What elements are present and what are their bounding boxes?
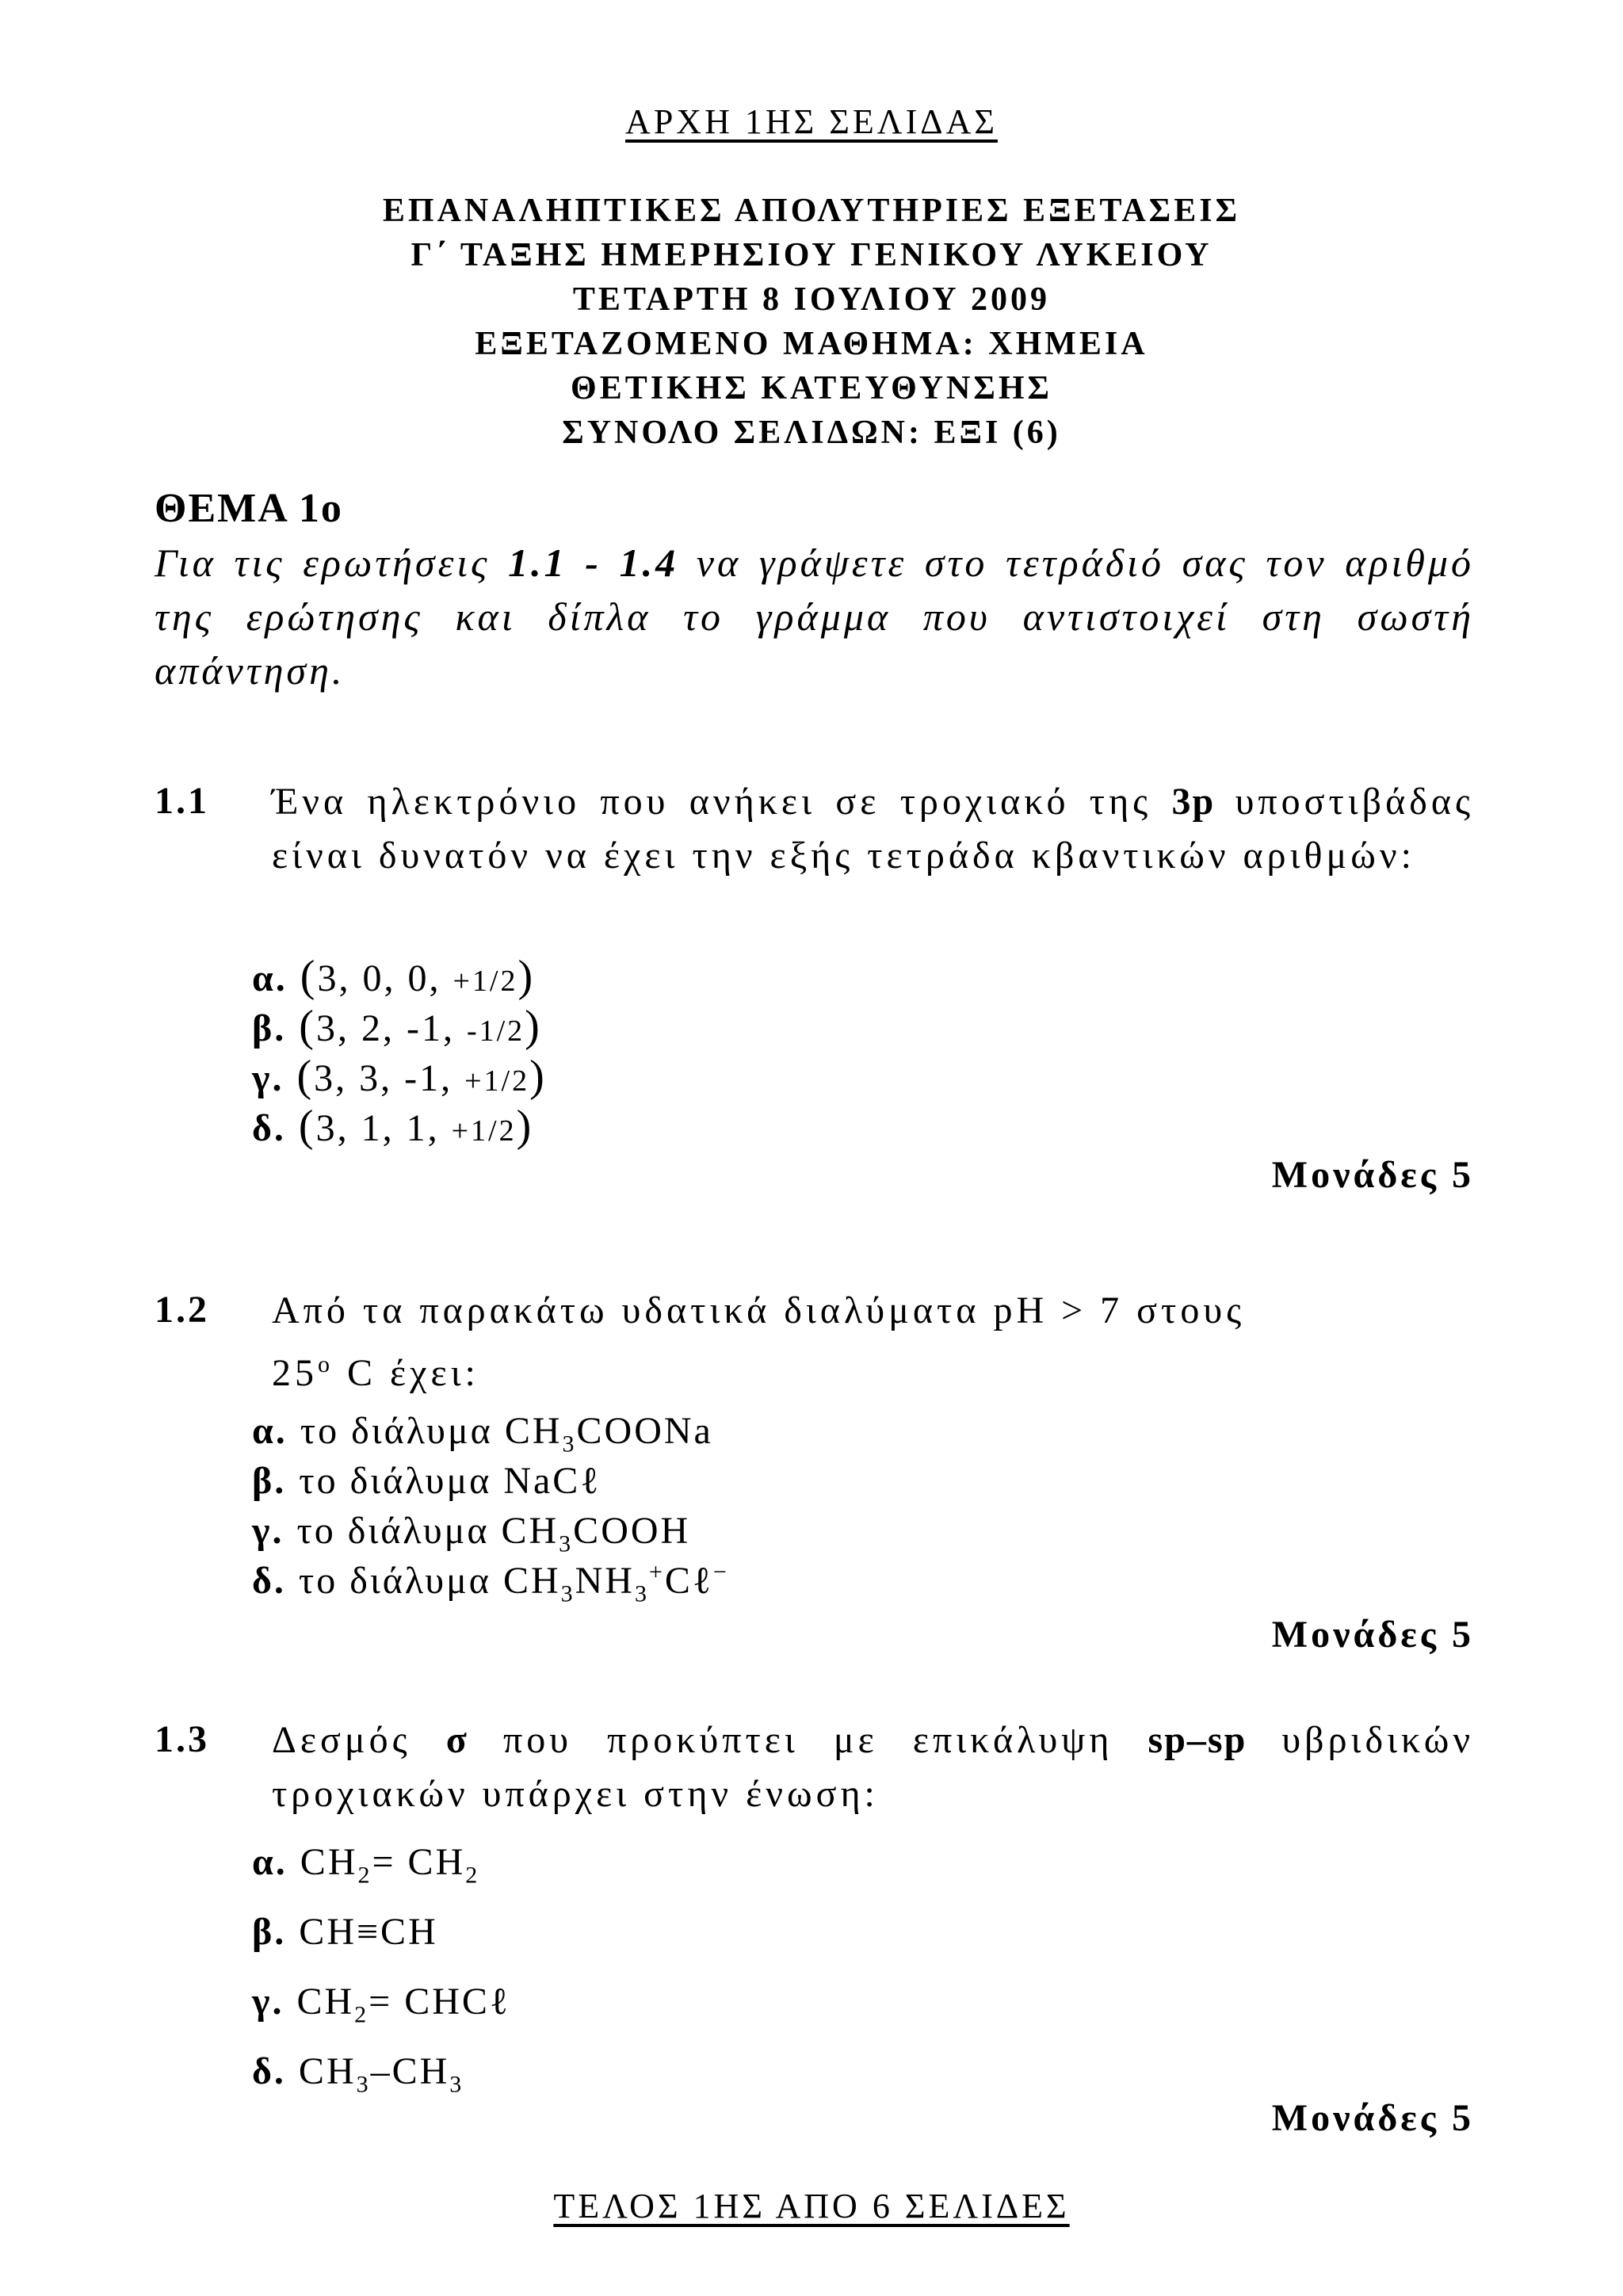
q12-text-end: C έχει: [347,1352,479,1394]
question-1-3-text [272,1713,1474,1821]
intro-text-end: να γράψετε στο τετράδιό σας τον αριθμό της ερώτησης και δίπλα το γράμμα που αντιστοιχεί στη σωστή απάντηση. [155,541,1475,693]
q13-score: Μονάδες 5 [1271,2097,1474,2139]
option-label: δ. [252,1560,286,1602]
question-1-1-text [272,775,1474,883]
option-spin: -1/2 [466,1014,525,1048]
q12-temperature: 25 [272,1352,318,1394]
option-label: α. [252,957,288,999]
exam-title-line-2: Γ΄ ΤΑΞΗΣ ΗΜΕΡΗΣΙΟΥ ΓΕΝΙΚΟΥ ΛΥΚΕΙΟΥ [411,237,1212,273]
q11-text-end: υποστιβάδας είναι δυνατόν να έχει την εξής τετράδα κβαντικών αριθμών: [272,781,1474,877]
option-text: το διάλυμα NaCℓ [299,1460,601,1502]
page-end-label: ΤΕΛΟΣ 1ΗΣ ΑΠΟ 6 ΣΕΛΙΔΕΣ [553,2187,1070,2225]
formula: $CH_3COOH$ [501,1510,691,1557]
q13-text-mid: που προκύπτει με επικάλυψη [502,1719,1113,1761]
option-label: β. [252,1911,287,1953]
page-start-label: ΑΡΧΗ 1ΗΣ ΣΕΛΙΔΑΣ [625,102,998,141]
q12-option-b [252,1459,601,1503]
option-spin: +1/2 [464,1064,530,1098]
option-text: το διάλυμα [296,1510,490,1552]
q12-option-d [252,1559,729,1608]
formula: $CH_3-CH_3$ [298,2050,464,2098]
exam-title-line-1: ΕΠΑΝΑΛΗΠΤΙΚΕΣ ΑΠΟΛΥΤΗΡΙΕΣ ΕΞΕΤΑΣΕΙΣ [382,193,1241,229]
question-1-2-number: 1.2 [155,1289,209,1331]
formula: $CH_2=$ CHCℓ [296,1981,510,2028]
option-label: δ. [252,1107,286,1149]
q13-sigma: σ [445,1719,468,1761]
formula: $CH_3NH_3^+C\ell^-$ [502,1559,729,1607]
q12-score: Μονάδες 5 [1271,1614,1474,1656]
option-values: 3, 3, -1, [314,1057,453,1099]
intro-text-start: Για τις ερωτήσεις [155,541,491,585]
option-label: γ. [252,1057,285,1099]
exam-date: ΤΕΤΑΡΤΗ 8 ΙΟΥΛΙΟΥ 2009 [572,281,1051,318]
q13-option-c [252,1980,510,2029]
q11-text-subshell: 3p [1171,781,1216,823]
option-values: 3, 2, -1, [315,1007,455,1049]
q11-option-a: α. (3, 0, 0, +1/2) [252,952,536,1001]
formula: $CH_2= CH_2$ [300,1841,480,1889]
exam-direction: ΘΕΤΙΚΗΣ ΚΑΤΕΥΘΥΝΣΗΣ [571,370,1052,407]
option-label: α. [252,1410,288,1452]
option-spin: +1/2 [453,965,518,998]
q13-text-start: Δεσμός [272,1719,411,1761]
option-spin: +1/2 [451,1114,517,1148]
option-label: α. [252,1841,288,1883]
question-1-1-number: 1.1 [155,780,209,822]
q12-degree-sup: o [318,1351,334,1377]
q12-option-c [252,1509,690,1558]
q12-text-line: Από τα παρακάτω υδατικά διαλύματα pH > 7 στους [272,1289,1246,1331]
page-count: ΣΥΝΟΛΟ ΣΕΛΙΔΩΝ: ΕΞΙ (6) [562,415,1061,451]
q13-option-d [252,2050,464,2099]
option-text: το διάλυμα [300,1410,493,1452]
q11-score: Μονάδες 5 [1271,1154,1474,1196]
option-values: 3, 1, 1, [315,1107,440,1149]
q13-hybrid: sp–sp [1148,1719,1247,1761]
option-values: 3, 0, 0, [317,957,441,999]
option-label: γ. [252,1510,285,1552]
q12-option-a [252,1409,713,1458]
q13-text-end: υβριδικών τροχιακών υπάρχει στην ένωση: [272,1719,1475,1815]
option-label: γ. [252,1981,285,2023]
option-text: το διάλυμα [298,1560,491,1602]
exam-subject: ΕΞΕΤΑΖΟΜΕΝΟ ΜΑΘΗΜΑ: ΧΗΜΕΙΑ [475,326,1148,362]
q11-text-start: Ένα ηλεκτρόνιο που ανήκει σε τροχιακό της [272,781,1152,823]
theme-title: ΘΕΜΑ 1ο [155,486,343,531]
formula: $CH_3COONa$ [504,1410,713,1457]
question-1-3-number: 1.3 [155,1718,209,1760]
theme-instructions [155,536,1474,697]
option-label: β. [252,1460,287,1502]
q11-option-b: β. (3, 2, -1, -1/2) [252,1002,542,1051]
q13-option-b [252,1910,438,1954]
formula: CH≡CH [299,1911,438,1953]
option-label: β. [252,1007,287,1049]
q11-option-d: δ. (3, 1, 1, +1/2) [252,1102,534,1151]
option-label: δ. [252,2050,286,2092]
intro-question-range: 1.1 - 1.4 [508,541,679,585]
q11-option-c: γ. (3, 3, -1, +1/2) [252,1052,547,1101]
question-1-2-text [272,1284,1474,1400]
q13-option-a [252,1840,479,1889]
